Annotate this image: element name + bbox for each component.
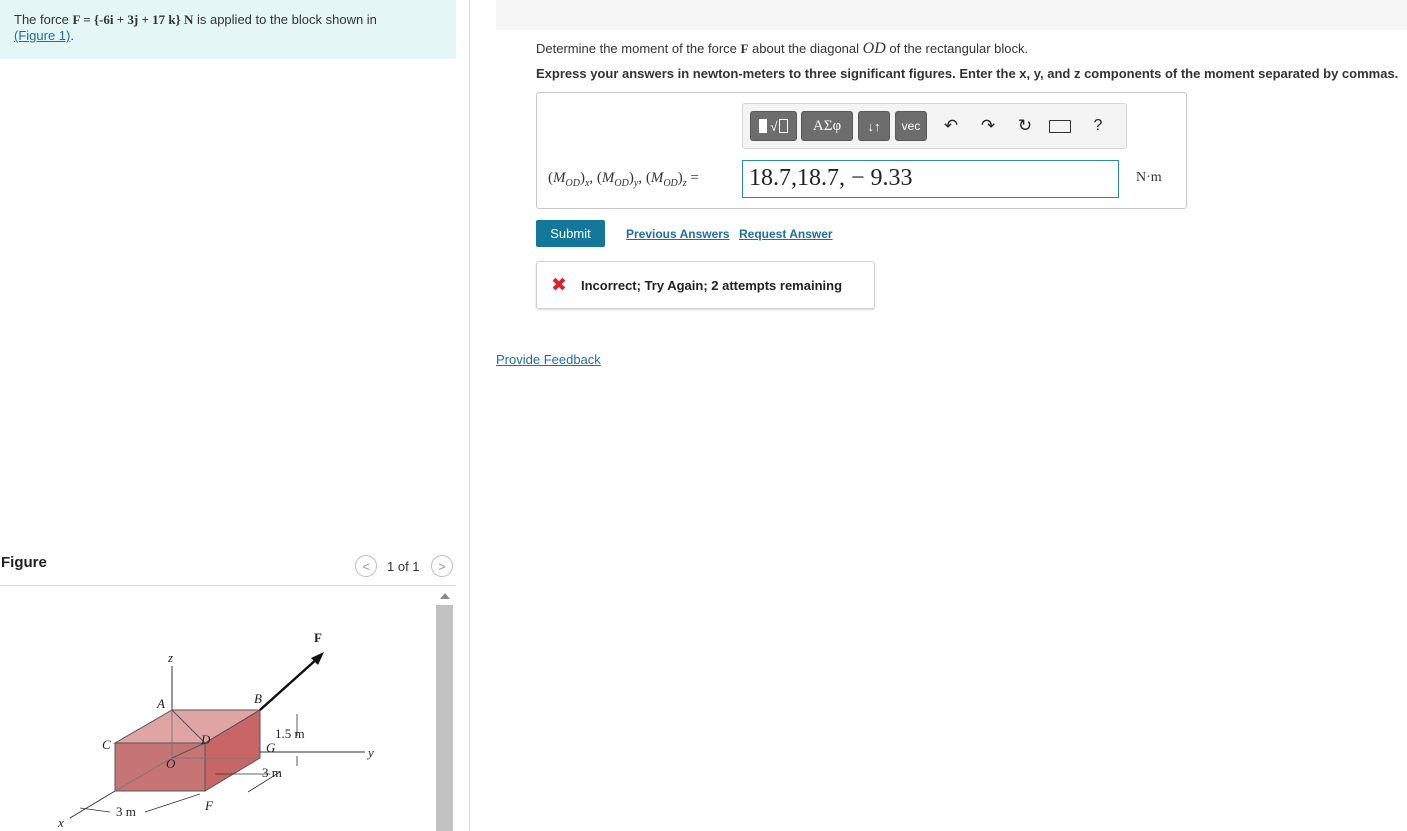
- dim-depth: 3 m: [262, 765, 282, 780]
- label-D: D: [201, 732, 211, 747]
- scroll-up-arrow[interactable]: [440, 593, 450, 599]
- undo-icon[interactable]: ↶: [943, 116, 959, 135]
- label-F-point: F: [205, 798, 213, 813]
- question-force: F: [740, 41, 749, 56]
- error-icon: ✖: [551, 274, 567, 296]
- templates-label: √: [770, 118, 778, 134]
- answer-instruction: Express your answers in newton-meters to three significant figures. Enter the x, y, and z components of the moment separated by commas.: [536, 66, 1399, 81]
- question-prefix: Determine the moment of the force: [536, 41, 741, 56]
- problem-text-before: The force: [14, 12, 73, 27]
- greek-symbols-button[interactable]: ΑΣφ: [801, 111, 853, 141]
- figure-link[interactable]: (Figure 1): [14, 28, 71, 43]
- figure-page-count: 1 of 1: [387, 559, 420, 574]
- dim-width: 3 m: [116, 804, 136, 819]
- dim-height: 1.5 m: [275, 726, 305, 741]
- template-sqrt-box-icon: [779, 119, 788, 133]
- feedback-text: Incorrect; Try Again; 2 attempts remaining: [581, 277, 843, 293]
- label-G: G: [266, 740, 276, 755]
- math-toolbar: [742, 103, 1127, 149]
- problem-text-after: is applied to the block shown in: [193, 12, 377, 27]
- help-button[interactable]: ?: [1093, 117, 1103, 134]
- figure-scrollbar[interactable]: [436, 605, 453, 831]
- previous-answers-link[interactable]: Previous Answers: [626, 227, 730, 241]
- label-x: x: [58, 815, 64, 830]
- figure-title: Figure: [1, 554, 47, 571]
- label-C: C: [102, 737, 111, 752]
- label-A: A: [157, 696, 165, 711]
- label-z: z: [168, 650, 174, 665]
- feedback-message: [536, 261, 875, 309]
- units-label: N·m: [1136, 170, 1162, 185]
- column-divider: [469, 0, 470, 831]
- templates-button[interactable]: [750, 111, 797, 141]
- force-expression: F = {-6i + 3j + 17 k} N: [72, 12, 194, 27]
- question-suffix: of the rectangular block.: [885, 41, 1029, 56]
- next-figure-button[interactable]: >: [431, 555, 453, 577]
- reset-icon[interactable]: ↻: [1017, 116, 1033, 135]
- redo-icon[interactable]: ↷: [980, 116, 996, 135]
- label-y: y: [368, 745, 374, 760]
- figure-link-tail: .: [70, 28, 74, 43]
- answer-label: $(M_{OD})_x$, $(M_{OD})_y$, $(M_{OD})_z$ =: [548, 170, 699, 189]
- label-force: F: [314, 630, 322, 645]
- question-diagonal: OD: [862, 40, 886, 57]
- sort-button[interactable]: ↓↑: [858, 111, 890, 141]
- problem-statement: [0, 0, 456, 59]
- answer-input[interactable]: 18.7,18.7, − 9.33: [742, 160, 1119, 198]
- keyboard-icon[interactable]: [1047, 112, 1073, 140]
- block-figure: [0, 586, 430, 831]
- submit-button[interactable]: Submit: [536, 220, 605, 247]
- vec-button[interactable]: vec: [895, 111, 927, 141]
- part-header-bar: [496, 0, 1407, 30]
- question-text: [536, 40, 1028, 58]
- label-O: O: [166, 756, 176, 771]
- block-front-face: [115, 743, 205, 791]
- request-answer-link[interactable]: Request Answer: [739, 227, 833, 241]
- provide-feedback-link[interactable]: Provide Feedback: [496, 352, 601, 367]
- previous-figure-button[interactable]: <: [355, 555, 377, 577]
- template-box-icon: [759, 119, 767, 133]
- question-middle: about the diagonal: [748, 41, 863, 56]
- label-B: B: [254, 691, 262, 706]
